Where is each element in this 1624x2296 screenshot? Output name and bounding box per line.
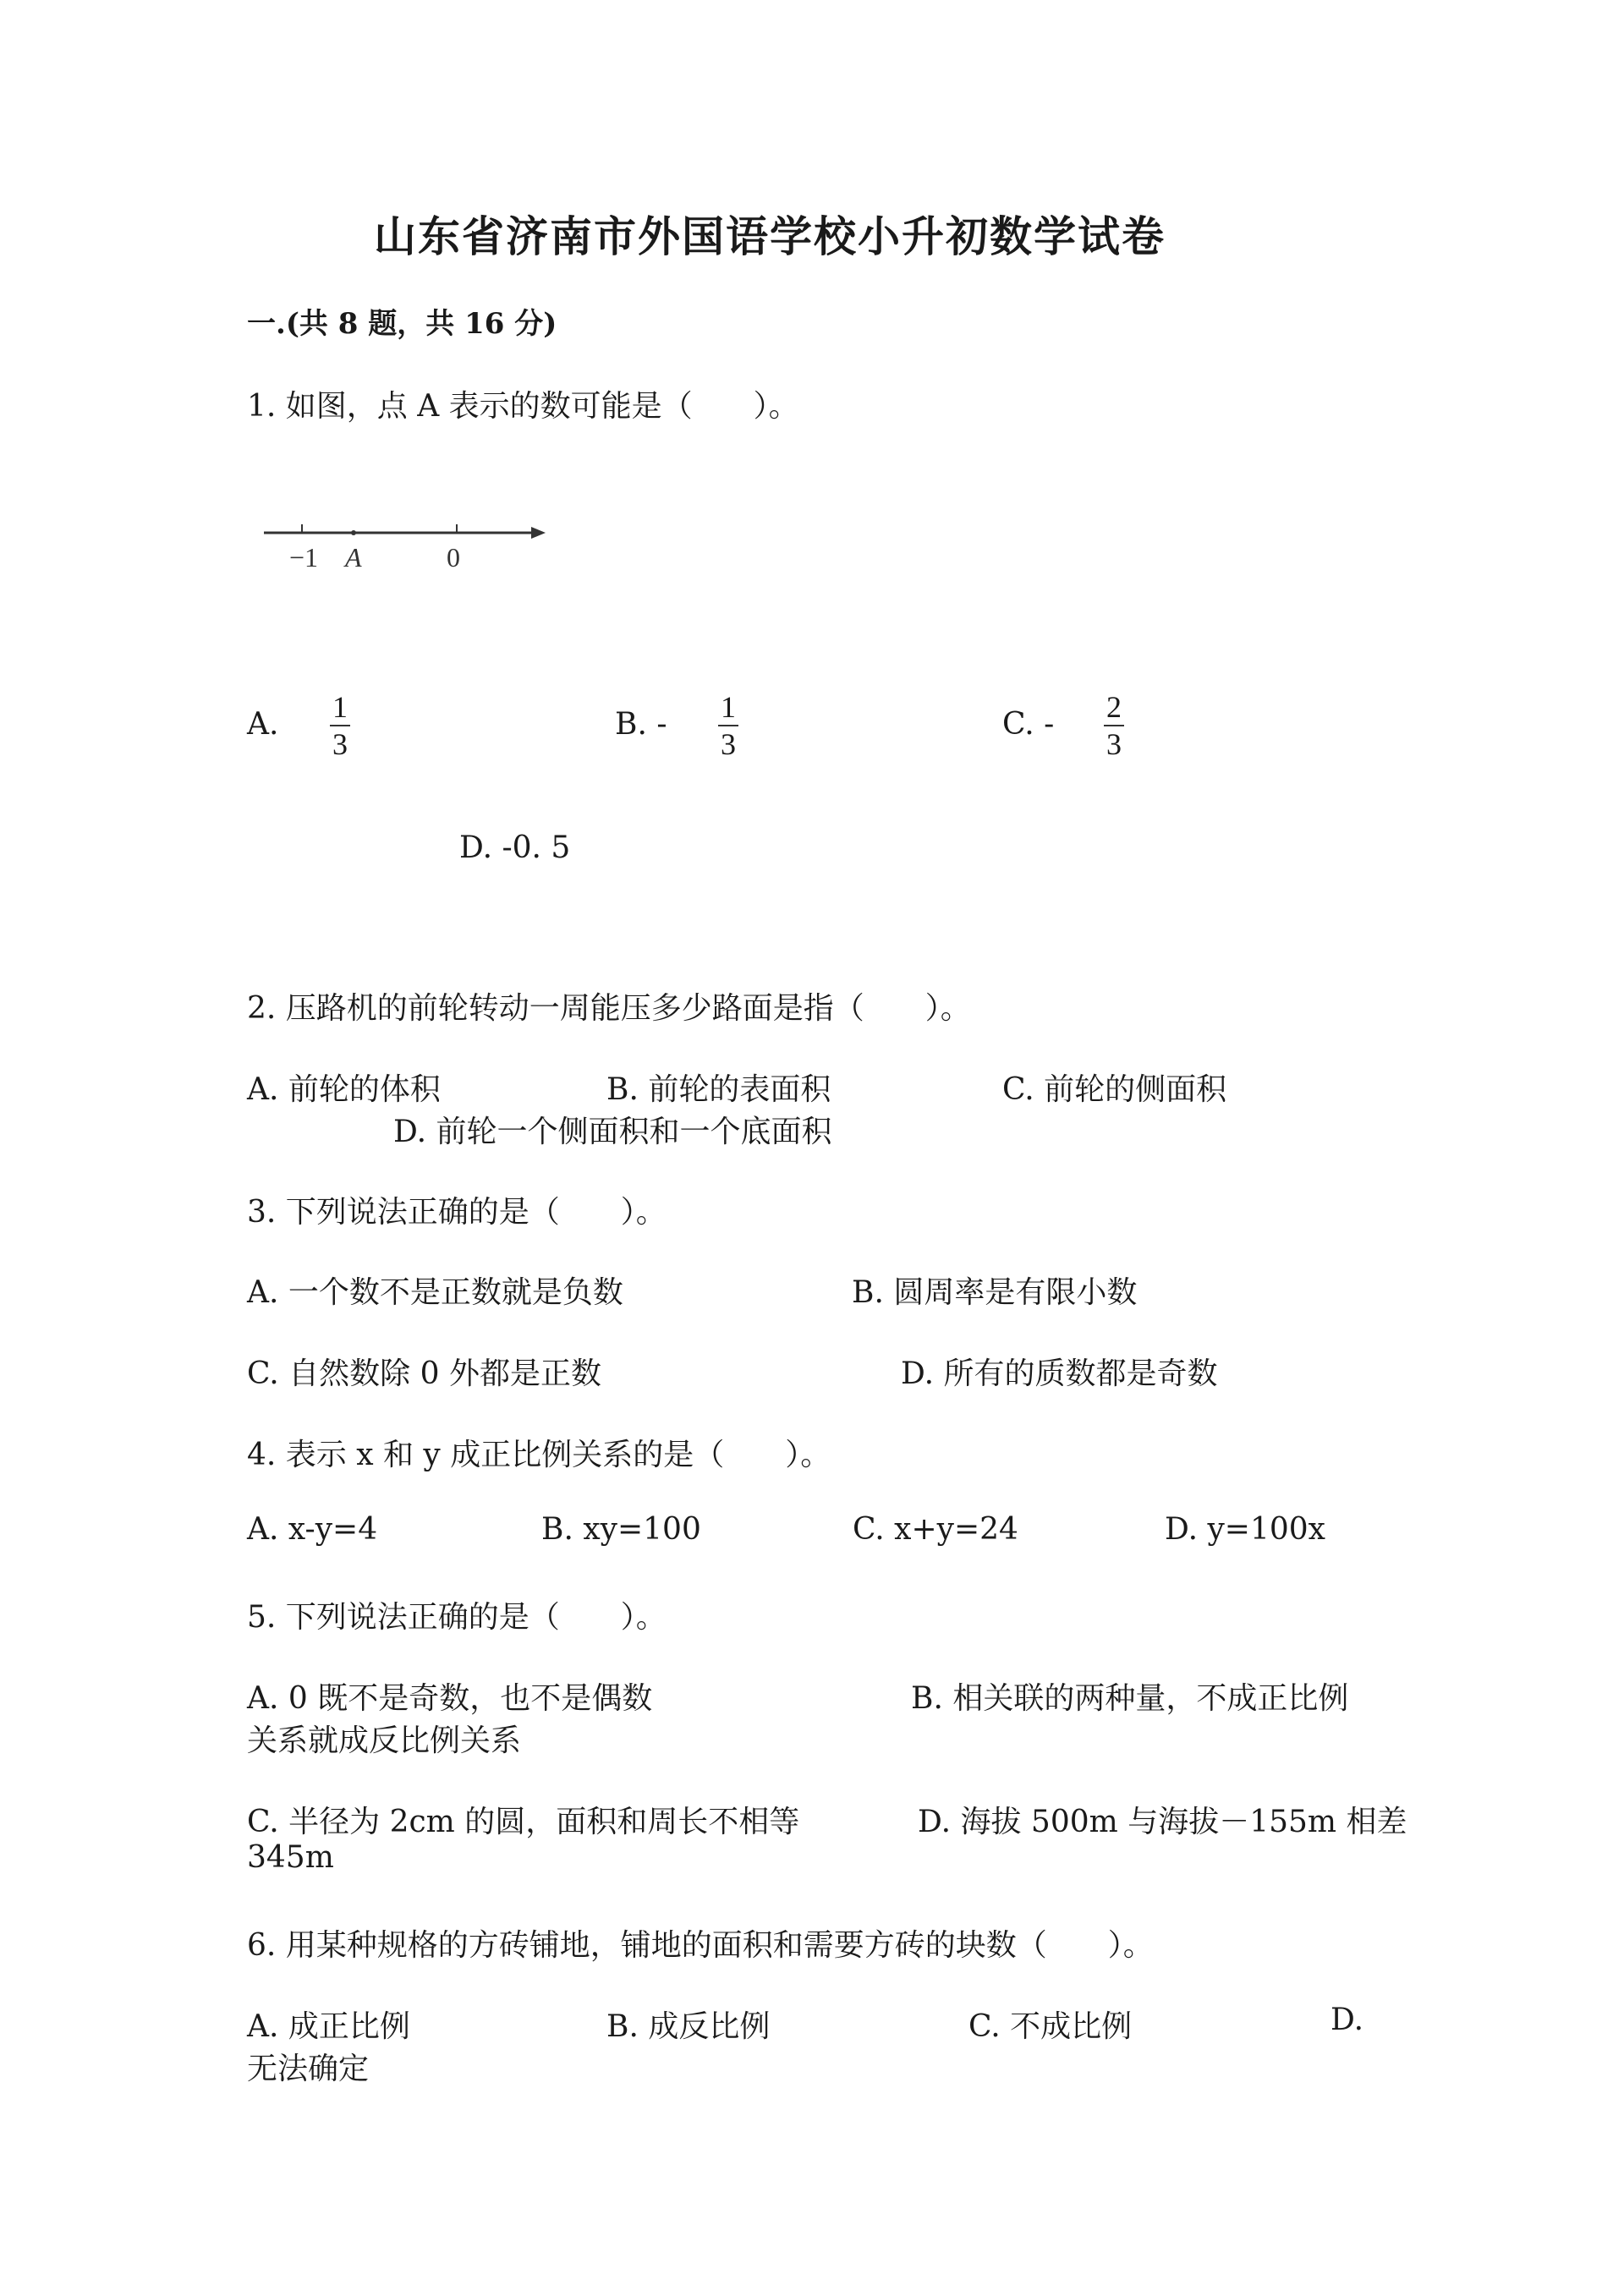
number-line-arrow <box>531 527 546 539</box>
section-heading: 一.(共 8 题，共 16 分) <box>247 307 557 341</box>
q4-option-b: B. xy=100 <box>541 1512 701 1547</box>
q6-option-a: A. 成正比例 <box>247 2009 410 2044</box>
q4-option-d: D. y=100x <box>1165 1512 1325 1547</box>
q1-option-d: D. -0. 5 <box>459 830 571 865</box>
q6-option-d-continued: 无法确定 <box>247 2052 370 2086</box>
q1-option-b-denominator: 3 <box>721 727 736 761</box>
q2-option-c: C. 前轮的侧面积 <box>1002 1072 1227 1107</box>
q5-option-d-continued: 345m <box>247 1840 334 1875</box>
q3-option-d: D. 所有的质数都是奇数 <box>901 1356 1218 1391</box>
q5-option-b-continued: 关系就成反比例关系 <box>247 1723 522 1758</box>
question-2-stem: 2. 压路机的前轮转动一周能压多少路面是指（ ）。 <box>247 991 971 1026</box>
q2-option-b: B. 前轮的表面积 <box>606 1072 831 1107</box>
q2-option-a: A. 前轮的体积 <box>247 1072 441 1107</box>
q6-option-b: B. 成反比例 <box>606 2009 771 2044</box>
q5-option-a: A. 0 既不是奇数，也不是偶数 <box>247 1681 653 1716</box>
q5-option-c: C. 半径为 2cm 的圆，面积和周长不相等 <box>247 1805 800 1839</box>
q1-option-a-label: A. <box>247 707 279 742</box>
q5-option-d: D. 海拔 500m 与海拔－155m 相差 <box>918 1805 1407 1839</box>
fraction-bar <box>330 725 350 726</box>
q3-option-a: A. 一个数不是正数就是负数 <box>247 1275 623 1310</box>
label-minus-one: −1 <box>289 542 319 573</box>
label-point-a: A <box>345 542 362 573</box>
question-6-stem: 6. 用某种规格的方砖铺地，铺地的面积和需要方砖的块数（ ）。 <box>247 1928 1154 1963</box>
fraction-bar <box>1104 725 1124 726</box>
q4-option-a: A. x-y=4 <box>247 1512 378 1547</box>
q1-option-c-fraction <box>1104 691 1124 760</box>
label-zero: 0 <box>447 542 460 573</box>
q1-option-a-numerator: 1 <box>332 690 348 724</box>
q1-option-b-fraction <box>718 691 738 760</box>
q1-option-b-label: B. - <box>615 707 667 742</box>
q4-option-c: C. x+y=24 <box>853 1512 1018 1547</box>
q1-option-a-denominator: 3 <box>332 727 348 761</box>
question-3-stem: 3. 下列说法正确的是（ ）。 <box>247 1195 667 1230</box>
q1-option-b-numerator: 1 <box>721 690 736 724</box>
q1-option-c-numerator: 2 <box>1106 690 1122 724</box>
question-1-stem: 1. 如图，点 A 表示的数可能是（ ）。 <box>247 389 799 424</box>
number-line-figure <box>254 499 558 584</box>
q5-option-b: B. 相关联的两种量，不成正比例 <box>911 1681 1349 1716</box>
q1-option-a-fraction <box>330 691 350 760</box>
fraction-bar <box>718 725 738 726</box>
q1-option-c-label: C. - <box>1002 707 1055 742</box>
q6-option-d: D. <box>1330 2003 1364 2037</box>
point-a <box>351 530 356 535</box>
q3-option-c: C. 自然数除 0 外都是正数 <box>247 1356 601 1391</box>
q2-option-d: D. 前轮一个侧面积和一个底面积 <box>393 1115 832 1149</box>
q6-option-c: C. 不成比例 <box>968 2009 1133 2044</box>
q1-option-c-denominator: 3 <box>1106 727 1122 761</box>
page-title: 山东省济南市外国语学校小升初数学试卷 <box>374 211 1166 261</box>
q3-option-b: B. 圆周率是有限小数 <box>852 1275 1138 1310</box>
question-4-stem: 4. 表示 x 和 y 成正比例关系的是（ ）。 <box>247 1438 831 1472</box>
question-5-stem: 5. 下列说法正确的是（ ）。 <box>247 1600 667 1635</box>
